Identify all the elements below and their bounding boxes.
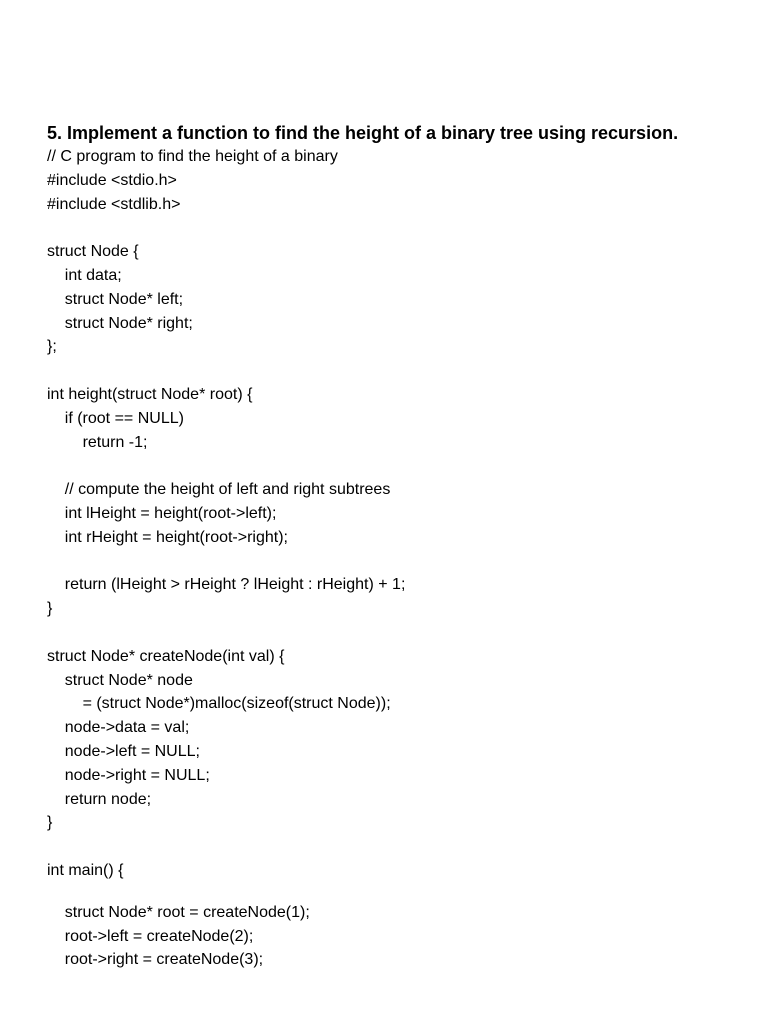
code-line: return -1; <box>47 433 148 451</box>
code-line: node->left = NULL; <box>47 742 200 760</box>
code-line: return (lHeight > rHeight ? lHeight : rHeight) + 1; <box>47 576 406 594</box>
code-line <box>47 883 747 901</box>
code-line: return node; <box>47 790 152 808</box>
code-line <box>47 835 747 859</box>
code-line: struct Node* root = createNode(1); <box>47 903 310 921</box>
code-line: int rHeight = height(root->right); <box>47 528 288 546</box>
code-line <box>47 359 747 383</box>
code-line: struct Node* node <box>47 671 193 689</box>
code-line: } <box>47 814 53 832</box>
code-line: root->right = createNode(3); <box>47 951 264 969</box>
code-line: if (root == NULL) <box>47 409 184 427</box>
code-line <box>47 454 747 478</box>
code-listing <box>47 145 747 972</box>
code-line: } <box>47 600 53 618</box>
code-line: = (struct Node*)malloc(sizeof(struct Node)); <box>47 695 391 713</box>
code-line <box>47 216 747 240</box>
code-line: struct Node { <box>47 243 139 261</box>
code-line: int data; <box>47 266 122 284</box>
question-heading: 5. Implement a function to find the height of a binary tree using recursion. <box>47 123 679 143</box>
code-line: int height(struct Node* root) { <box>47 385 253 403</box>
code-line: struct Node* createNode(int val) { <box>47 647 285 665</box>
code-line: int lHeight = height(root->left); <box>47 504 277 522</box>
code-line: }; <box>47 338 57 356</box>
code-line: #include <stdlib.h> <box>47 195 181 213</box>
code-line: #include <stdio.h> <box>47 171 177 189</box>
code-line: node->data = val; <box>47 719 190 737</box>
code-line <box>47 621 747 645</box>
code-line: root->left = createNode(2); <box>47 927 254 945</box>
code-line <box>47 550 747 574</box>
code-line: struct Node* left; <box>47 290 184 308</box>
code-line: // C program to find the height of a binary <box>47 148 338 165</box>
code-line: int main() { <box>47 861 124 879</box>
code-line: // compute the height of left and right subtrees <box>47 481 391 499</box>
code-line: struct Node* right; <box>47 314 193 332</box>
code-line: node->right = NULL; <box>47 766 210 784</box>
